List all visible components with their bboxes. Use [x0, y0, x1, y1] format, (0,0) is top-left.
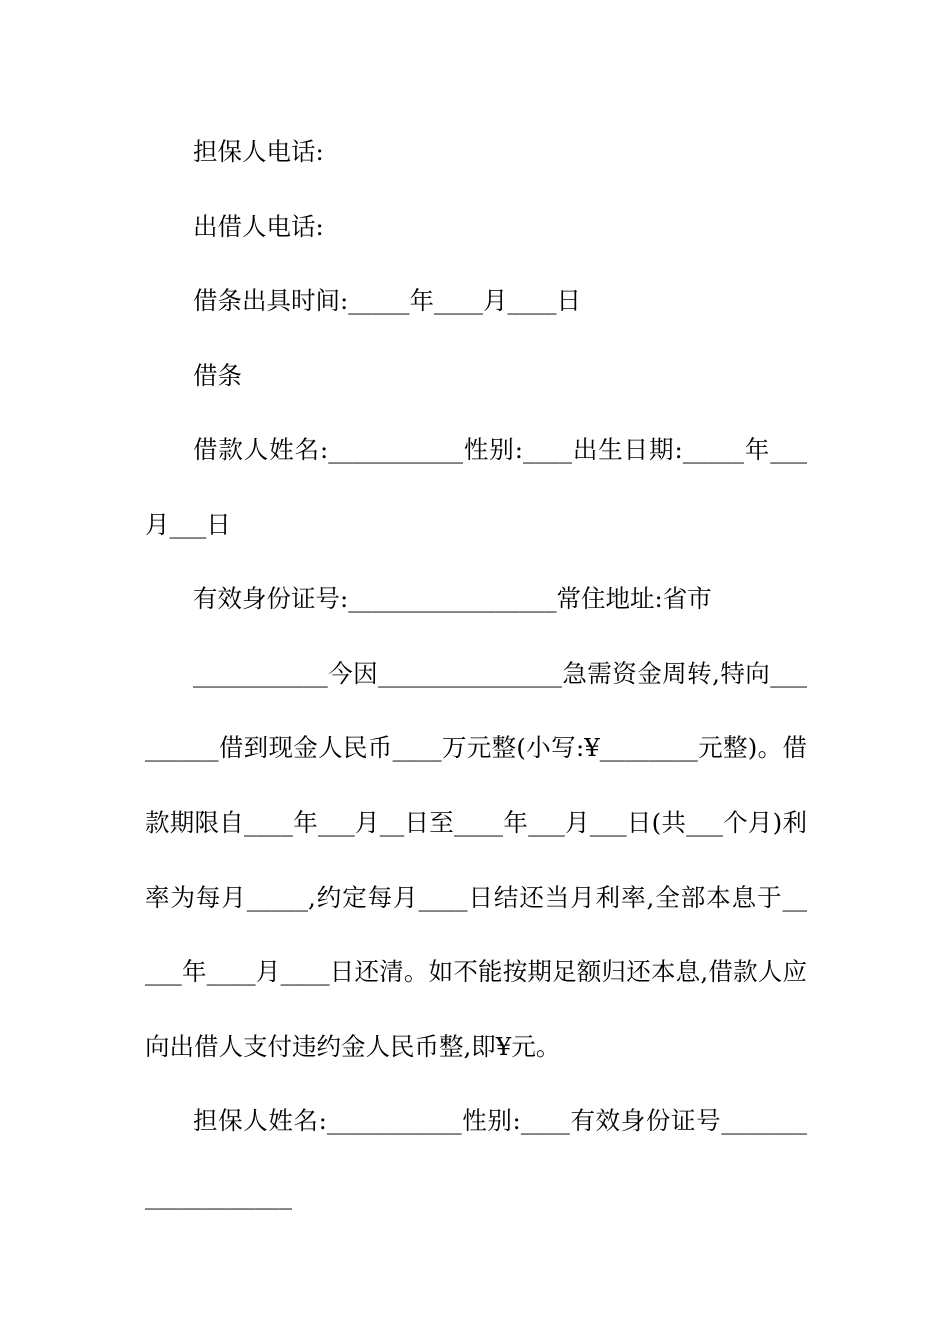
loan-reason-line: ___________今因_______________急需资金周转,特向___ [193, 659, 807, 688]
section-title-iou: 借条 [193, 361, 242, 390]
borrower-birth-date-line: 月___日 [145, 510, 231, 539]
lender-phone-line: 出借人电话: [193, 212, 324, 241]
borrower-info-line: 借款人姓名:___________性别:____出生日期:_____年___ [193, 435, 807, 464]
guarantor-phone-line: 担保人电话: [193, 137, 324, 166]
loan-period-line: 款期限自____年___月__日至____年___月___日(共___个月)利 [145, 808, 807, 837]
loan-amount-line: ______借到现金人民币____万元整(小写:¥________元整)。借 [145, 733, 807, 762]
repayment-line: ___年____月____日还清。如不能按期足额归还本息,借款人应 [145, 957, 807, 986]
guarantor-info-line: 担保人姓名:___________性别:____有效身份证号_______ [193, 1106, 807, 1135]
guarantor-id-continuation-line: ____________ [145, 1181, 292, 1210]
issue-date-line: 借条出具时间:_____年____月____日 [193, 286, 582, 315]
penalty-line: 向出借人支付违约金人民币整,即¥元。 [145, 1032, 561, 1061]
borrower-id-address-line: 有效身份证号:_________________常住地址:省市 [193, 584, 712, 613]
interest-rate-line: 率为每月_____,约定每月____日结还当月利率,全部本息于__ [145, 883, 807, 912]
